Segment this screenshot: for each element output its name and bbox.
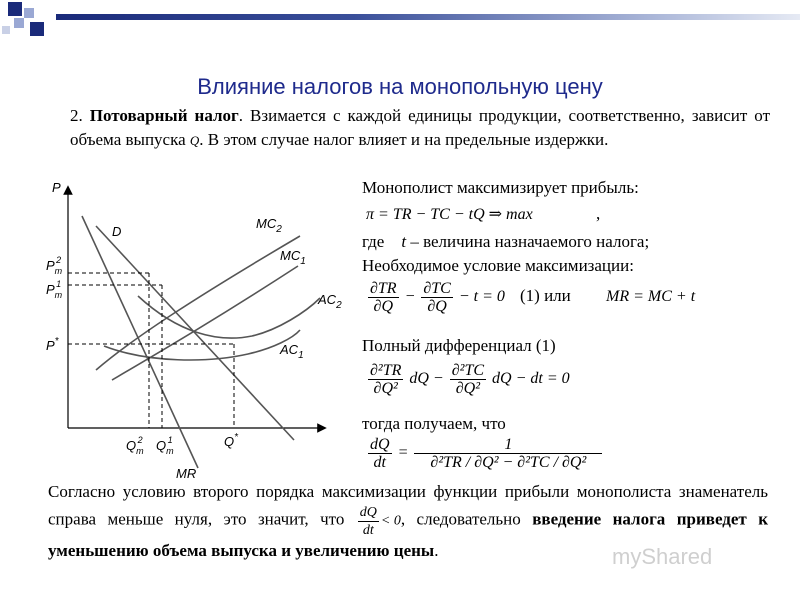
label-pm1-sub: m: [54, 290, 63, 300]
svg-text:Qm1: [156, 435, 174, 456]
differential-formula: $\frac{\text{∂²TR}}{\text{∂Q²}}$ dQ − $\frac{\text{∂²TC}}{\text{∂Q²}}$ dQ − dt = 0: [370, 362, 570, 397]
condition-alt: MR = MC + t: [606, 288, 696, 305]
label-demand: D: [112, 224, 122, 239]
label-ac1-sub: 1: [298, 350, 304, 361]
profit-formula-text: π = TR − TC − tQ ⇒ max: [366, 206, 533, 223]
mc1-curve: [112, 266, 298, 380]
label-mc1: MC: [280, 248, 301, 263]
right-line-2-var: t: [401, 232, 407, 251]
right-line-2: [362, 232, 649, 252]
label-qm2: Q: [126, 438, 137, 453]
bottom-ineq: < 0: [380, 513, 401, 529]
right-line-5: тогда получаем, что: [362, 414, 506, 433]
svg-text:MC1: [280, 248, 306, 267]
svg-text:Pm2: [46, 255, 63, 276]
decor-square-3: [14, 18, 24, 28]
intro-prefix: 2.: [70, 106, 90, 125]
decor-square-5: [2, 26, 10, 34]
right-line-4: Полный дифференциал (1): [362, 336, 556, 355]
label-qm1-sub: m: [166, 446, 174, 456]
result-eq: =: [397, 444, 409, 462]
right-line-3: Необходимое условие максимизации:: [362, 256, 634, 275]
decor-square-4: [30, 22, 44, 36]
label-ac2-sub: 2: [336, 300, 342, 311]
slide-title: Влияние налогов на монопольную цену: [197, 74, 603, 99]
right-line-2-text: – величина назначаемого налога;: [410, 232, 650, 251]
differential-mid: dQ −: [409, 370, 444, 388]
condition-formula: $\frac{\partial TR}{\partial Q}$ − $\frac{\partial TC}{\partial Q}$ − t = 0: [370, 280, 505, 315]
svg-text:AC2: [317, 292, 342, 311]
decor-square-1: [8, 2, 22, 16]
label-qm2-sup: 2: [137, 435, 143, 445]
svg-text:Q*: [224, 432, 239, 449]
guide-lines: [68, 273, 234, 428]
label-pm2: P: [46, 258, 55, 273]
label-qm2-sub: m: [136, 446, 144, 456]
result-formula: $\frac{dQ}{dt}$ = $\frac{1}{\text{∂²TR / ∂Q² − ∂²TC / ∂Q²}}$: [366, 436, 604, 471]
profit-formula: [366, 204, 533, 224]
bottom-end: .: [434, 541, 439, 560]
label-pstar-sup: *: [54, 336, 59, 347]
intro-text-2: . В этом случае налог влияет и на предельные издержки.: [199, 130, 609, 149]
monopoly-tax-graph: [38, 178, 348, 480]
condition-label: (1) или: [520, 286, 571, 305]
label-mc2-sub: 2: [276, 224, 282, 235]
label-mc2: MC: [256, 216, 277, 231]
svg-text:Pm1: [46, 279, 63, 300]
label-ac1: AC: [280, 342, 299, 357]
label-mc1-sub: 1: [300, 256, 306, 267]
bottom-text-1: Согласно условию второго порядка максимизации функции прибыли монополиста знаменатель справа меньше нуля, это значит, что: [48, 482, 768, 529]
bottom-bold-conclusion: введение налога приведет к уменьшению объема выпуска и увеличению цены: [48, 509, 769, 560]
label-qstar-sup: *: [234, 432, 239, 443]
mc2-curve: [96, 236, 300, 370]
right-line-1: Монополист максимизирует прибыль:: [362, 178, 639, 197]
intro-paragraph: [70, 104, 770, 153]
differential-tail: dQ − dt = 0: [492, 370, 570, 388]
watermark-logo: myShared: [612, 544, 713, 569]
label-pm2-sub: m: [54, 266, 63, 276]
result-numerator: 1: [414, 436, 602, 454]
svg-text:MC2: [256, 216, 282, 235]
intro-var-q: Q: [189, 133, 200, 148]
svg-text:Qm2: [126, 435, 144, 456]
label-mr: MR: [176, 466, 197, 480]
label-qm1: Q: [156, 438, 167, 453]
label-pstar: P: [46, 338, 55, 353]
svg-text:P*: [46, 336, 60, 353]
intro-text: . Взимается с каждой единицы продукции, соответственно, зависит от объема выпуска: [70, 106, 771, 149]
decor-header-bar: [56, 14, 800, 20]
label-qm1-sup: 1: [167, 435, 173, 445]
svg-text:AC1: [279, 342, 304, 361]
right-line-2-prefix: где: [362, 232, 385, 251]
ac2-curve: [138, 296, 320, 338]
condition-tail: − t = 0: [458, 288, 505, 306]
bottom-inequality: $\frac{dQ}{dt}$ < 0: [359, 505, 401, 538]
label-ac2: AC: [318, 292, 337, 307]
decor-square-2: [24, 8, 34, 18]
label-qstar: Q: [224, 434, 235, 449]
label-pm2-sup: 2: [56, 255, 62, 265]
bottom-text-2: , следовательно: [400, 509, 521, 529]
profit-formula-comma: ,: [596, 204, 601, 223]
label-p-axis: P: [52, 180, 61, 195]
label-pm1-sup: 1: [56, 279, 62, 289]
intro-bold-term: Потоварный налог: [89, 106, 239, 125]
label-pm1: P: [46, 282, 55, 297]
marginal-revenue-curve: [82, 216, 198, 468]
